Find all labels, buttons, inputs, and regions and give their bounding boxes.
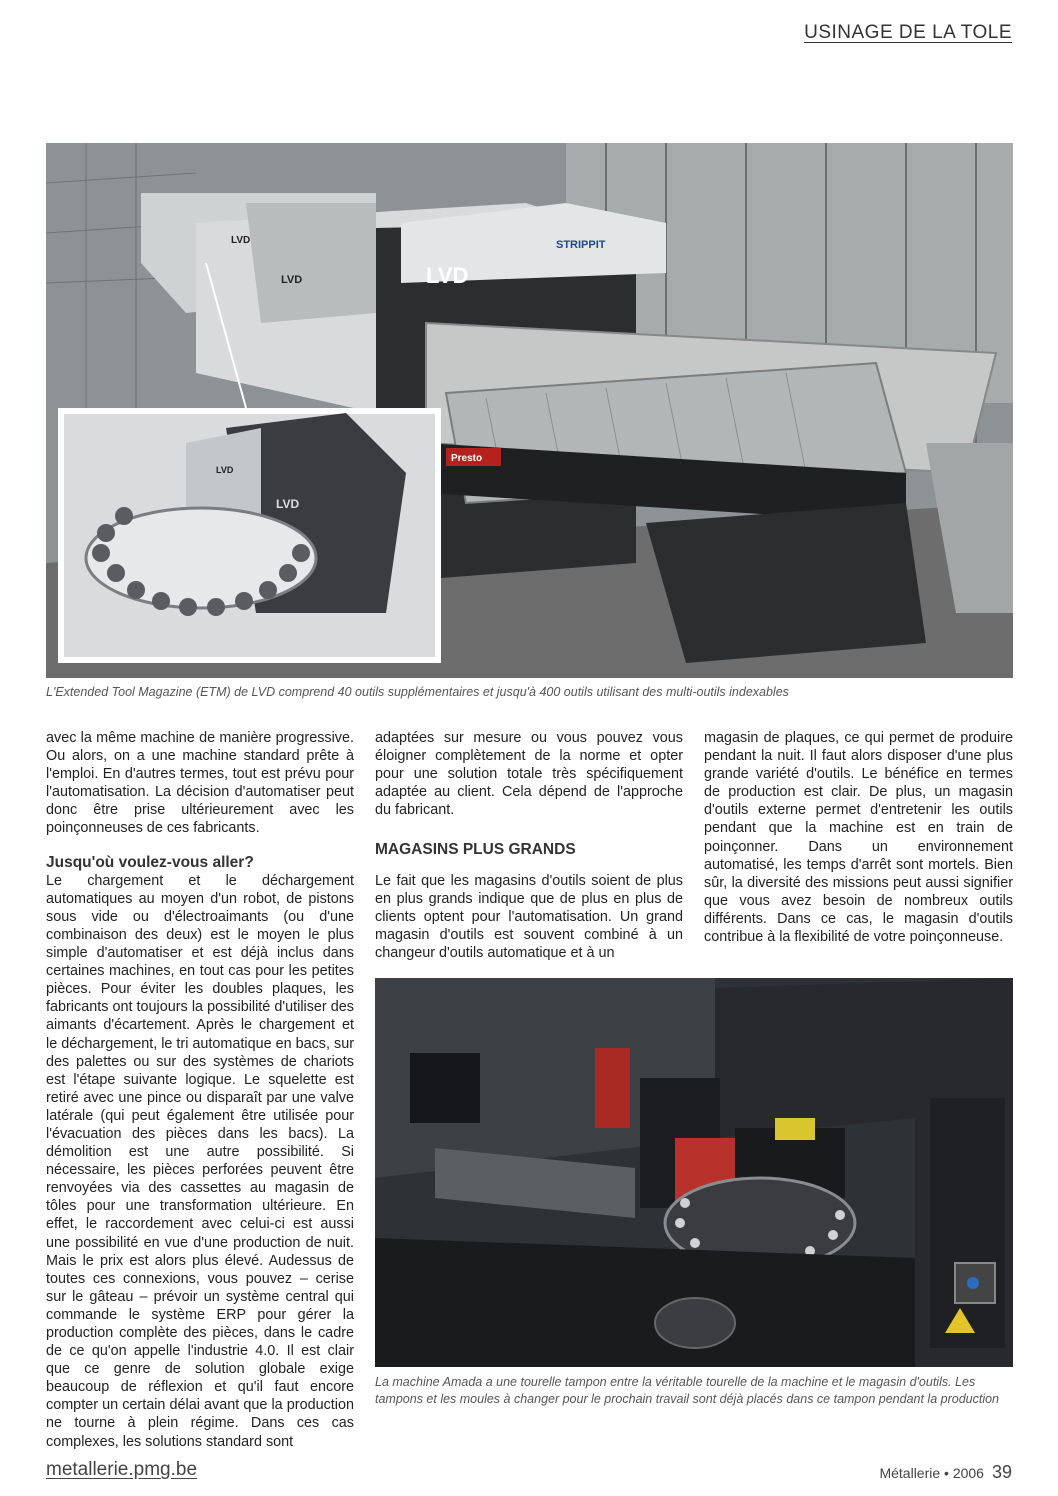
col2-paragraph-1: adaptées sur mesure ou vous pouvez vous éloigner complètement de la norme et opter pour une solution totale très spécifiquement adaptée au client. Cela dépend de l'approche du fabricant. <box>375 730 683 819</box>
lvd-brand-etm: LVD <box>276 497 300 511</box>
website-link[interactable]: metallerie.pmg.be <box>46 1459 198 1480</box>
col2-paragraph-2: Le fait que les magasins d'outils soient de plus en plus grands indique que de plus en plus de clients optent pour l'automatisation. Un grand magasin d'outils est souvent combiné à un changeur d'outils automatique et à un <box>375 872 683 961</box>
col2-heading: MAGASINS PLUS GRANDS <box>375 841 576 859</box>
lvd-brand-etm-arm: LVD <box>216 465 234 475</box>
page-number: 39 <box>991 1462 1012 1482</box>
photo2-caption: La machine Amada a une tourelle tampon entre la véritable tourelle de la machine et le magasin d'outils. Les tampons et les moules à changer pour le prochain travail sont déjà placés dans ce tampon pendant la production <box>375 1375 999 1406</box>
amada-machine-photo <box>375 978 1013 1367</box>
column-1 <box>46 729 354 1451</box>
column-2 <box>375 729 683 962</box>
issue-label: Métallerie • 2006 <box>879 1465 984 1481</box>
photo1-caption: L'Extended Tool Magazine (ETM) de LVD comprend 40 outils supplémentaires et jusqu'à 400 outils utilisant des multi-outils indexables <box>46 685 789 699</box>
col1-paragraph-1: avec la même machine de manière progressive. Ou alors, on a une machine standard prête à l'emploi. En d'autres termes, tout est prévu pour l'automatisation. La décision d'automatiser peut donc être prise ultérieurement avec les poinçonneuses de ces fabricants. <box>46 730 354 837</box>
strippit-brand: STRIPPIT <box>556 239 606 251</box>
lvd-brand-main: LVD <box>426 263 469 288</box>
col1-paragraph-2: Le chargement et le déchargement automatiques au moyen d'un robot, de pistons sous vide ou d'électroaimants (ou d'une combinaison des deux) est le moyen le plus simple d'automatiser et est déjà inclus dans certaines machines, en tout cas pour les petites pièces. Pour éviter les doubles plaques, les fabricants ont toujours la possibilité d'utiliser des aimants d'écartement. Après le chargement et le déchargement, le tri automatique en bacs, sur des palettes ou sur des systèmes de chariots est l'étape suivante logique. Le squelette est retiré avec une pince ou disparaît par une valve latérale (qui peut également être utilisée pour l'évacuation des pièces dans les bacs). La démolition est une autre possibilité. Si nécessaire, les pièces perforées peuvent être renvoyées via des cassettes au magasin de tôles pour une transformation ultérieure. En effet, le raccordement avec celui-ci est aussi une possibilité en vue d'une production de nuit. Mais le prix est alors plus élevé. Audessus de toutes ces connexions, vous pouvez – cerise sur le gâteau – prévoir un système central qui commande le système ERP pour gérer la production complète des pièces, dans le cadre de ce qu'on appelle l'industrie 4.0. Il est clair que ce genre de solution globale exige beaucoup de réflexion et qu'il faut encore compter un certain délai avant que la production ne tourne à plein régime. Dans ces cas complexes, les solutions standard sont <box>46 872 354 1450</box>
col1-heading: Jusqu'où voulez-vous aller? <box>46 853 254 871</box>
issue-info <box>879 1462 1012 1483</box>
lvd-machine-photo <box>46 143 1013 678</box>
col3-paragraph-1: magasin de plaques, ce qui permet de produire pendant la nuit. Il faut alors disposer d'une plus grande variété d'outils. Le bénéfice en termes de production est clair. De plus, un magasin d'outils externe permet d'entretenir les outils pendant que la machine est en train de poinçonner. Dans un environnement automatisé, les temps d'arrêt sont mortels. Bien sûr, la diversité des missions peut aussi signifier que vous avez besoin de nombreux outils différents. Dans ce cas, le magasin d'outils contribue à la flexibilité de votre poinçonneuse. <box>704 730 1013 946</box>
section-title: USINAGE DE LA TOLE <box>804 22 1012 43</box>
presto-brand: Presto <box>451 453 483 464</box>
lvd-brand-top: LVD <box>231 235 251 246</box>
lvd-brand-side: LVD <box>281 274 303 286</box>
column-3 <box>704 729 1013 946</box>
